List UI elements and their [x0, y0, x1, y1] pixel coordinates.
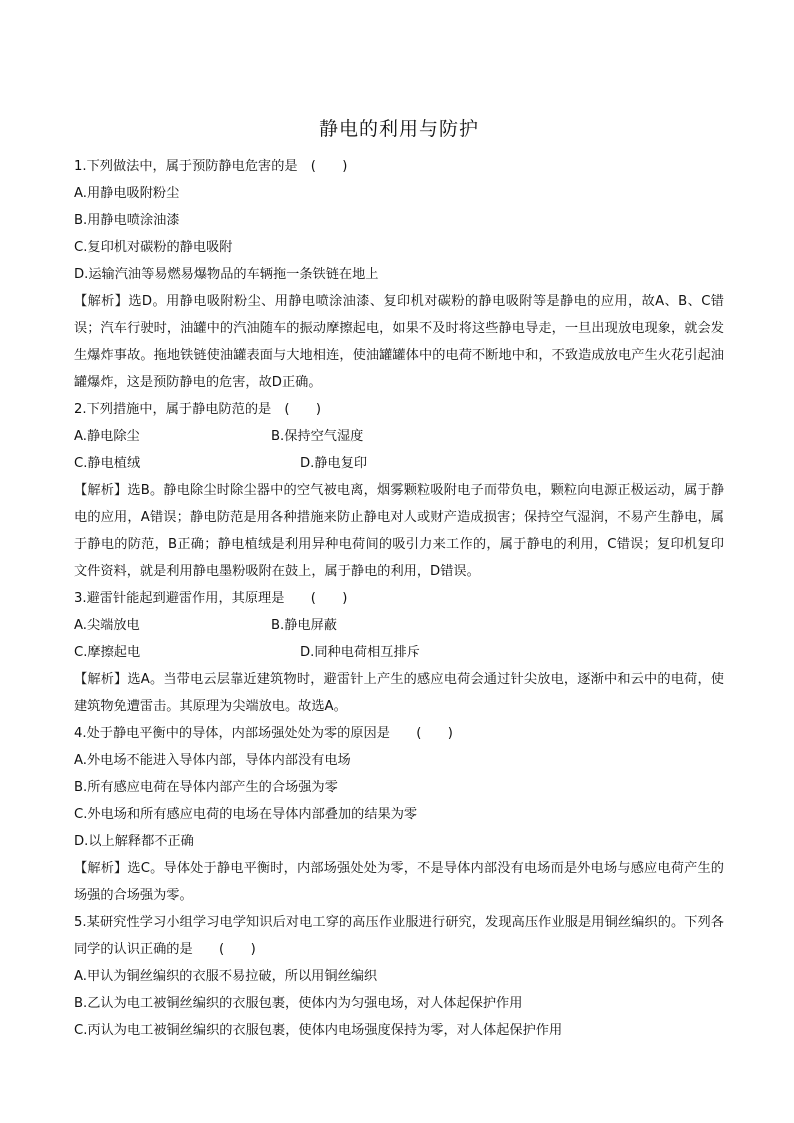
question-2-option-d: D.静电复印: [300, 456, 368, 471]
question-3-analysis: [74, 666, 724, 720]
question-5-stem: 5.某研究性学习小组学习电学知识后对电工穿的高压作业服进行研究，发现高压作业服是用铜丝编织的。下列各同学的认识正确的是 ( ): [74, 915, 724, 957]
document-page: [74, 114, 724, 1044]
question-1-stem: 1.下列做法中，属于预防静电危害的是 ( ): [74, 159, 348, 174]
question-2-option-a: A.静电除尘: [74, 429, 140, 444]
question-1-analysis-text: 选D。用静电吸附粉尘、用静电喷涂油漆、复印机对碳粉的静电吸附等是静电的应用，故A、B、C错误；汽车行驶时，油罐中的汽油随车的振动摩擦起电，如果不及时将这些静电导走，一旦出现放电现象，就会发生爆炸事故。拖地铁链使油罐表面与大地相连，使油罐罐体中的电荷不断地中和，不致造成放电产生火花引起油罐爆炸，这是预防静电的危害，故D正确。: [74, 294, 724, 390]
page-title: 静电的利用与防护: [318, 118, 479, 140]
question-2-option-b: B.保持空气湿度: [271, 429, 364, 444]
question-4-option-d: D.以上解释都不正确: [74, 834, 194, 849]
question-2-analysis: [74, 477, 724, 585]
analysis-tag: 【解析】: [74, 861, 128, 876]
question-1-analysis: [74, 288, 724, 396]
question-3-option-c: C.摩擦起电: [74, 645, 141, 660]
question-3-options-row-2: [74, 639, 724, 666]
analysis-tag: 【解析】: [74, 294, 129, 309]
question-3-stem: 3.避雷针能起到避雷作用，其原理是 ( ): [74, 591, 348, 606]
question-2-stem: 2.下列措施中，属于静电防范的是 ( ): [74, 402, 322, 417]
question-4-stem: 4.处于静电平衡中的导体，内部场强处处为零的原因是 ( ): [74, 726, 453, 741]
question-2-option-c: C.静电植绒: [74, 456, 141, 471]
analysis-tag: 【解析】: [74, 483, 128, 498]
question-5-option-b: B.乙认为电工被铜丝编织的衣服包裹，使体内为匀强电场，对人体起保护作用: [74, 996, 523, 1011]
question-3-options-row-1: [74, 612, 724, 639]
question-3-option-a: A.尖端放电: [74, 618, 140, 633]
question-1-option-b: B.用静电喷涂油漆: [74, 213, 180, 228]
question-1-option-d: D.运输汽油等易燃易爆物品的车辆拖一条铁链在地上: [74, 267, 379, 282]
question-2-analysis-text: 选B。静电除尘时除尘器中的空气被电离，烟雾颗粒吸附电子而带负电，颗粒向电源正极运动，属于静电的应用，A错误；静电防范是用各种措施来防止静电对人或财产造成损害；保持空气湿润，不易产生静电，属于静电的防范，B正确；静电植绒是利用异种电荷间的吸引力来工作的，属于静电的利用，C错误；复印机复印文件资料，就是利用静电墨粉吸附在鼓上，属于静电的利用，D错误。: [74, 483, 725, 579]
question-3-option-b: B.静电屏蔽: [271, 618, 337, 633]
question-3-analysis-text: 选A。当带电云层靠近建筑物时，避雷针上产生的感应电荷会通过针尖放电，逐渐中和云中的电荷，使建筑物免遭雷击。其原理为尖端放电。故选A。: [74, 672, 724, 714]
question-4-option-b: B.所有感应电荷在导体内部产生的合场强为零: [74, 780, 338, 795]
question-5-option-c: C.丙认为电工被铜丝编织的衣服包裹，使体内电场强度保持为零，对人体起保护作用: [74, 1023, 563, 1038]
question-4-analysis: [74, 855, 724, 909]
question-1-option-a: A.用静电吸附粉尘: [74, 186, 180, 201]
question-1-option-c: C.复印机对碳粉的静电吸附: [74, 240, 233, 255]
question-4-analysis-text: 选C。导体处于静电平衡时，内部场强处处为零，不是导体内部没有电场而是外电场与感应电荷产生的场强的合场强为零。: [74, 861, 724, 903]
question-4-option-c: C.外电场和所有感应电荷的电场在导体内部叠加的结果为零: [74, 807, 418, 822]
question-2-options-row-2: [74, 450, 724, 477]
question-2-options-row-1: [74, 423, 724, 450]
question-4-option-a: A.外电场不能进入导体内部，导体内部没有电场: [74, 753, 351, 768]
analysis-tag: 【解析】: [74, 672, 128, 687]
question-3-option-d: D.同种电荷相互排斥: [300, 645, 420, 660]
question-5-option-a: A.甲认为铜丝编织的衣服不易拉破，所以用铜丝编织: [74, 969, 378, 984]
